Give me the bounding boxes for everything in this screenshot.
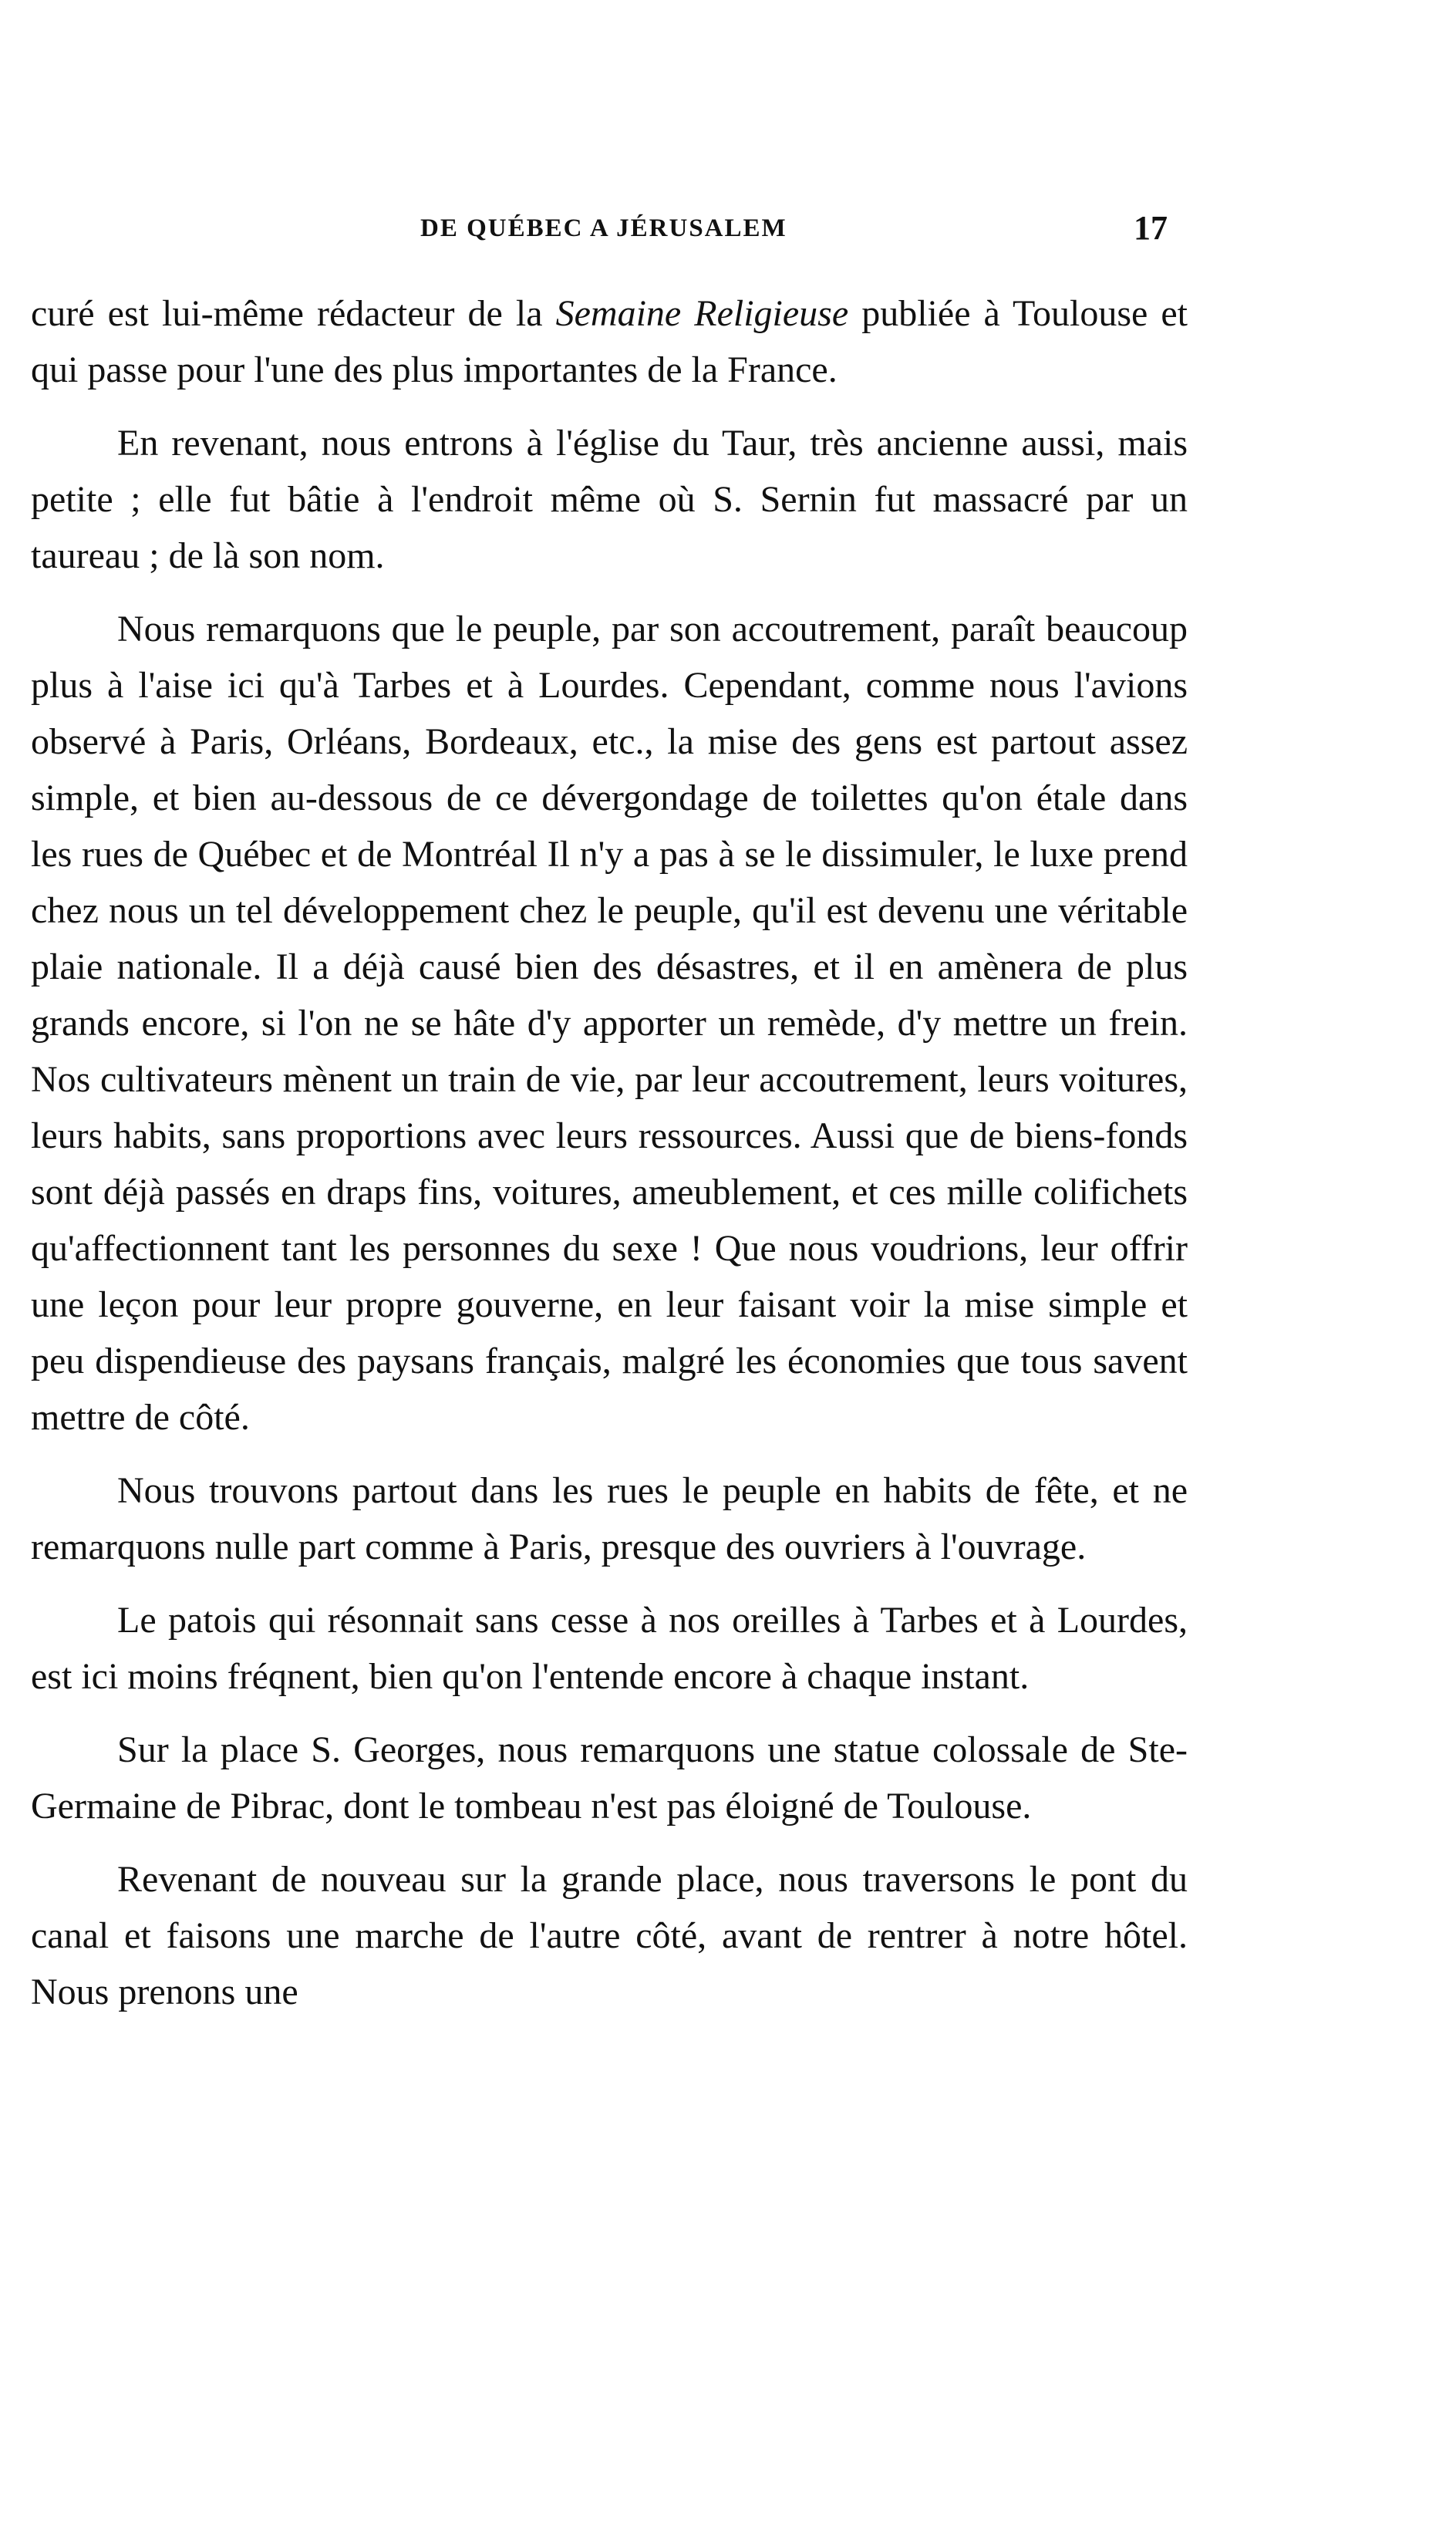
running-head: DE QUÉBEC A JÉRUSALEM [420, 214, 787, 242]
paragraph-4: Nous trouvons partout dans les rues le peuple en habits de fête, et ne remarquons nulle part comme à Paris, presque des ouvriers à l'ouvrage. [31, 1470, 1188, 1567]
paragraph-1-text-after: publiée à Toulouse et qui passe pour l'une des plus importantes de la France. [31, 293, 1188, 390]
paragraph-5: Le patois qui résonnait sans cesse à nos oreilles à Tarbes et à Lourdes, est ici moins fréqnent, bien qu'on l'entende encore à chaque instant. [31, 1600, 1188, 1697]
page-header [31, 208, 1188, 255]
body-text [31, 285, 1188, 2037]
paragraph-7: Revenant de nouveau sur la grande place, nous traversons le pont du canal et faisons une marche de l'autre côté, avant de rentrer à notre hôtel. Nous prenons une [31, 1859, 1188, 2012]
publication-title: Semaine Religieuse [555, 293, 849, 334]
paragraph-1-text-before: curé est lui-même rédacteur de la [31, 293, 556, 334]
paragraph-2: En revenant, nous entrons à l'église du Taur, très ancienne aussi, mais petite ; elle fut bâtie à l'endroit même où S. Sernin fut massacré par un taureau ; de là son nom. [31, 423, 1188, 576]
paragraph-1 [31, 285, 1188, 398]
page-number: 17 [1134, 209, 1168, 247]
paragraph-3: Nous remarquons que le peuple, par son accoutrement, paraît beaucoup plus à l'aise ici qu'à Tarbes et à Lourdes. Cependant, comme nous l'avions observé à Paris, Orléans, Bordeaux, etc., la mise des gens est partout assez simple, et bien au-dessous de ce dévergondage de toilettes qu'on étale dans les rues de Québec et de Montréal Il n'y a pas à se le dissimuler, le luxe prend chez nous un tel développement chez le peuple, qu'il est devenu une véritable plaie nationale. Il a déjà causé bien des désastres, et il en amènera de plus grands encore, si l'on ne se hâte d'y apporter un remède, d'y mettre un frein. Nos cultivateurs mènent un train de vie, par leur accoutrement, leurs voitures, leurs habits, sans proportions avec leurs ressources. Aussi que de biens-fonds sont déjà passés en draps fins, voitures, ameublement, et ces mille colifichets qu'affectionnent tant les personnes du sexe ! Que nous voudrions, leur offrir une leçon pour leur propre gouverne, en leur faisant voir la mise simple et peu dispendieuse des paysans français, malgré les économies que tous savent mettre de côté. [31, 609, 1188, 1438]
paragraph-6: Sur la place S. Georges, nous remarquons une statue colossale de Ste-Germaine de Pibrac, dont le tombeau n'est pas éloigné de Toulouse. [31, 1729, 1188, 1827]
